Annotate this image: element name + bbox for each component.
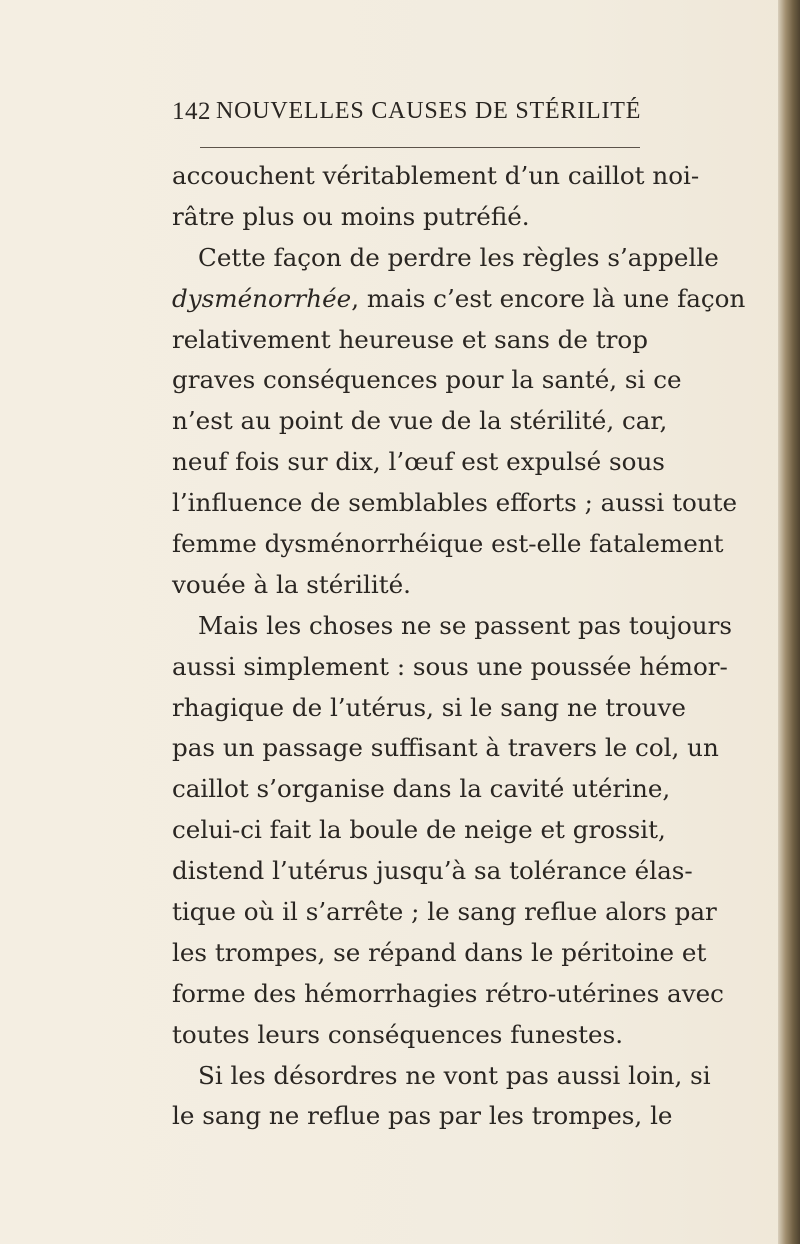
page-header [172, 98, 642, 134]
text-line: les trompes, se répand dans le péritoine et [172, 937, 707, 967]
text-line: l’influence de semblables efforts ; aussi toute [172, 488, 738, 518]
text-line: graves conséquences pour la santé, si ce [172, 365, 682, 395]
header-rule [200, 147, 640, 148]
text-line: vouée à la stérilité. [172, 569, 411, 599]
text-line: le sang ne reflue pas par les trompes, le [172, 1101, 673, 1131]
text-line: râtre plus ou moins putréfié. [172, 201, 530, 231]
running-title: NOUVELLES CAUSES DE STÉRILITÉ [216, 98, 642, 124]
text-line: relativement heureuse et sans de trop [172, 324, 648, 354]
page-edge-shadow [778, 0, 800, 1244]
text-line: celui-ci fait la boule de neige et grossit, [172, 815, 666, 845]
text-line [172, 279, 746, 320]
text-line: tique où il s’arrête ; le sang reflue alors par [172, 897, 717, 927]
text-line: forme des hémorrhagies rétro-utérines avec [172, 978, 724, 1008]
text-line: Mais les choses ne se passent pas toujours [198, 610, 733, 640]
text-line: rhagique de l’utérus, si le sang ne trouve [172, 692, 686, 722]
text-line: Si les désordres ne vont pas aussi loin, si [198, 1060, 711, 1090]
text-line: accouchent véritablement d’un caillot noi- [172, 161, 700, 190]
text-line: distend l’utérus jusqu’à sa tolérance élas- [172, 856, 693, 886]
text-line: n’est au point de vue de la stérilité, car, [172, 406, 668, 436]
italic-term: dysménorrhée [172, 283, 352, 313]
text-line: caillot s’organise dans la cavité utérine, [172, 774, 671, 804]
text-fragment: , mais c’est encore là une façon [351, 283, 746, 313]
text-line: neuf fois sur dix, l’œuf est expulsé sous [172, 447, 665, 477]
text-line: toutes leurs conséquences funestes. [172, 1019, 624, 1049]
body-text [172, 156, 746, 1137]
page-number: 142 [172, 98, 211, 125]
text-line: aussi simplement : sous une poussée hémor- [172, 651, 728, 681]
text-line: Cette façon de perdre les règles s’appelle [198, 242, 719, 272]
text-line: pas un passage suffisant à travers le col, un [172, 733, 719, 763]
text-line: femme dysménorrhéique est-elle fatalement [172, 529, 724, 559]
